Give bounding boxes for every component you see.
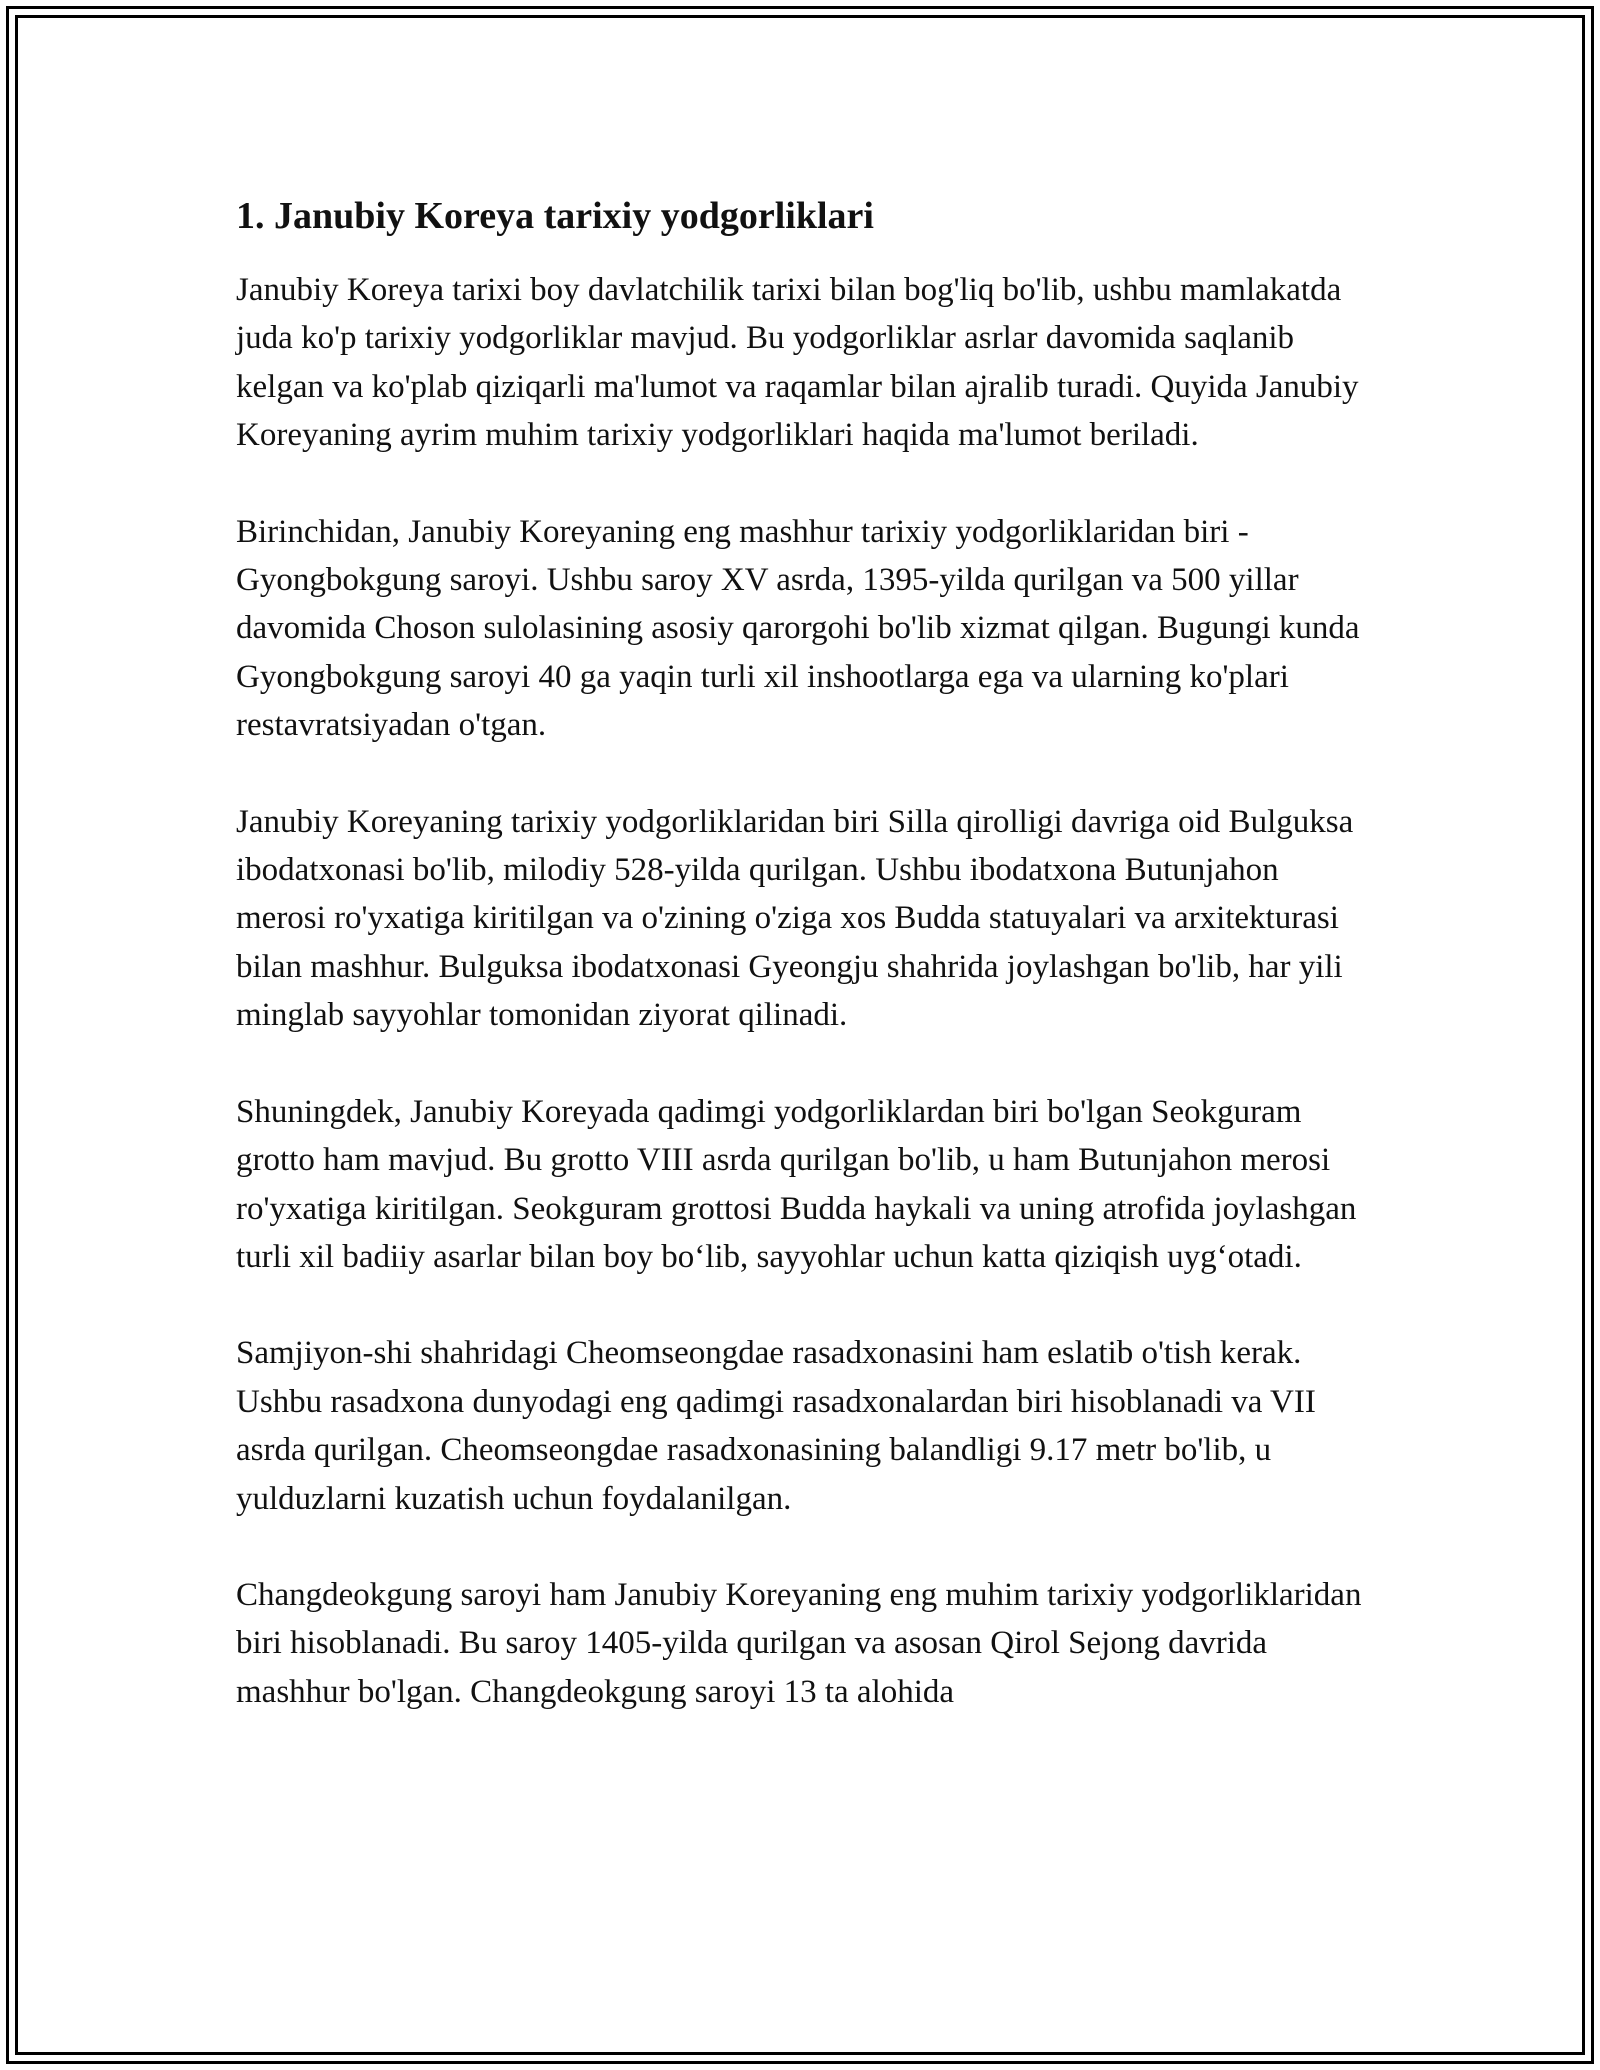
section-heading: 1. Janubiy Koreya tarixiy yodgorliklari: [236, 195, 874, 237]
paragraph-cheomseongdae: Samjiyon-shi shahridagi Cheomseongdae rasadxonasini ham eslatib o'tish kerak. Ushbu rasadxona dunyodagi eng qadimgi rasadxonalardan biri hisoblanadi va VII asrda qurilgan. Cheomseongdae rasadxonasining balandligi 9.17 metr bo'lib, u yulduzlarni kuzatish uchun foydalanilgan.: [236, 1335, 1316, 1517]
document-body: [236, 188, 1366, 1764]
paragraph-seokguram: Shuningdek, Janubiy Koreyada qadimgi yodgorliklardan biri bo'lgan Seokguram grotto ham mavjud. Bu grotto VIII asrda qurilgan bo'lib, u ham Butunjahon merosi ro'yxatiga kiritilgan. Seokguram grottosi Budda haykali va uning atrofida joylashgan turli xil badiiy asarlar bilan boy bo‘lib, sayyohlar uchun katta qiziqish uyg‘otadi.: [236, 1093, 1357, 1275]
paragraph-changdeokgung: Changdeokgung saroyi ham Janubiy Koreyaning eng muhim tarixiy yodgorliklaridan biri hisoblanadi. Bu saroy 1405-yilda qurilgan va asosan Qirol Sejong davrida mashhur bo'lgan. Changdeokgung saroyi 13 ta alohida: [236, 1576, 1362, 1710]
paragraph-intro: Janubiy Koreya tarixi boy davlatchilik tarixi bilan bog'liq bo'lib, ushbu mamlakatda juda ko'p tarixiy yodgorliklar mavjud. Bu yodgorliklar asrlar davomida saqlanib kelgan va ko'plab qiziqarli ma'lumot va raqamlar bilan ajralib turadi. Quyida Janubiy Koreyaning ayrim muhim tarixiy yodgorliklari haqida ma'lumot beriladi.: [236, 272, 1359, 454]
paragraph-gyongbokgung: Birinchidan, Janubiy Koreyaning eng mashhur tarixiy yodgorliklaridan biri - Gyongbokgung saroyi. Ushbu saroy XV asrda, 1395-yilda qurilgan va 500 yillar davomida Choson sulolasining asosiy qarorgohi bo'lib xizmat qilgan. Bugungi kunda Gyongbokgung saroyi 40 ga yaqin turli xil inshootlarga ega va ularning ko'plari restavratsiyadan o'tgan.: [236, 513, 1360, 744]
paragraph-bulguksa: Janubiy Koreyaning tarixiy yodgorliklaridan biri Silla qirolligi davriga oid Bulguksa ibodatxonasi bo'lib, milodiy 528-yilda qurilgan. Ushbu ibodatxona Butunjahon merosi ro'yxatiga kiritilgan va o'zining o'ziga xos Budda statuyalari va arxitekturasi bilan mashhur. Bulguksa ibodatxonasi Gyeongju shahrida joylashgan bo'lib, har yili minglab sayyohlar tomonidan ziyorat qilinadi.: [236, 803, 1354, 1034]
